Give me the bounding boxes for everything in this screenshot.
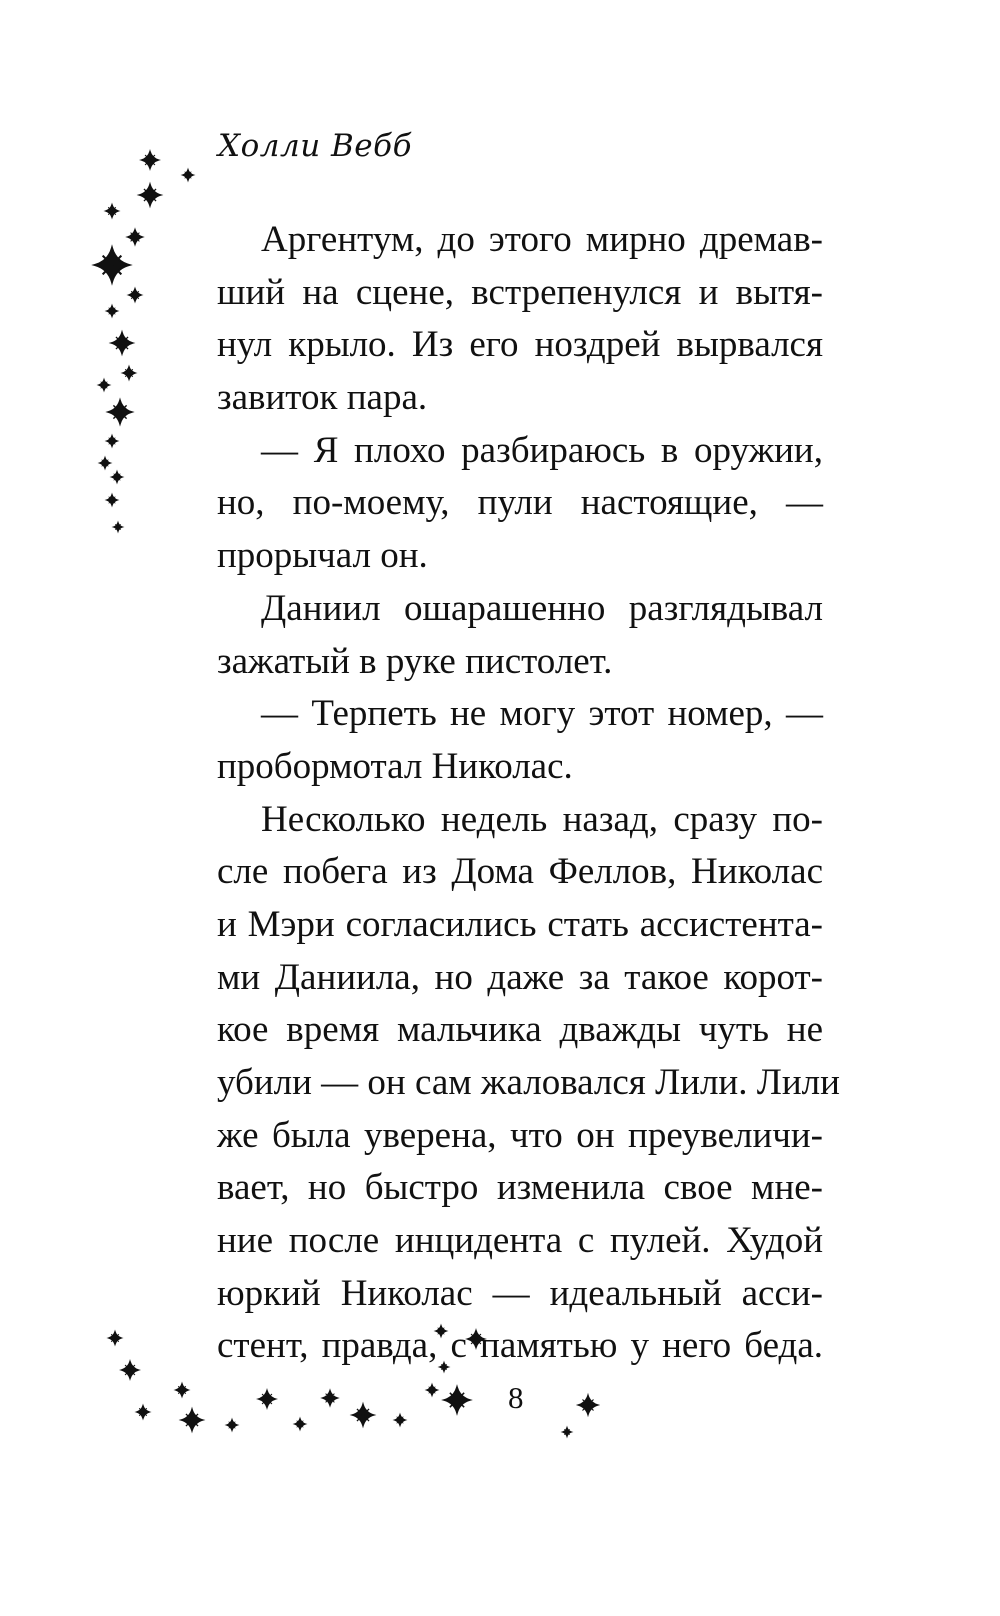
sparkle-icon: [258, 1390, 276, 1408]
sparkle-icon: [226, 1419, 238, 1431]
text-line: ший на сцене, встрепенулся и вытя-: [217, 271, 823, 313]
sparkle-icon: [108, 1331, 122, 1345]
sparkle-icon: [106, 305, 118, 317]
text-line: зажатый в руке пистолет.: [217, 640, 613, 682]
sparkle-icon: [322, 1390, 338, 1406]
text-line: юркий Николас — идеальный асси-: [217, 1272, 823, 1314]
text-line: Даниил ошарашенно разглядывал: [261, 587, 823, 629]
sparkle-icon: [136, 1405, 150, 1419]
sparkle-icon: [106, 494, 118, 506]
text-line: — Я плохо разбираюсь в оружии,: [261, 429, 823, 471]
sparkle-icon: [99, 457, 111, 469]
sparkle-icon: [426, 1384, 438, 1396]
sparkle-icon: [106, 435, 118, 447]
sparkle-icon: [139, 184, 161, 206]
sparkle-icon: [128, 288, 142, 302]
sparkle-icon: [578, 1395, 598, 1415]
sparkle-icon: [181, 1409, 203, 1431]
text-line: кое время мальчика дважды чуть не: [217, 1009, 823, 1051]
text-line: же была уверена, что он преувеличи-: [217, 1114, 823, 1156]
sparkle-icon: [294, 1418, 306, 1430]
text-line: стент, правда, с памятью у него беда.: [217, 1325, 823, 1367]
text-line: сле побега из Дома Феллов, Николас: [217, 851, 823, 893]
text-line: нул крыло. Из его ноздрей вырвался: [217, 324, 823, 366]
sparkle-icon: [108, 400, 132, 424]
text-line: вает, но быстро изменила свое мне-: [217, 1167, 823, 1209]
sparkle-icon: [127, 229, 143, 245]
sparkle-icon: [95, 248, 129, 282]
page-number: 8: [508, 1380, 524, 1415]
text-line: ми Даниила, но даже за такое корот-: [217, 956, 823, 998]
sparkle-icon: [122, 366, 136, 380]
text-line: прорычал он.: [217, 535, 428, 577]
text-line: — Терпеть не могу этот номер, —: [261, 693, 823, 735]
sparkle-icon: [394, 1414, 406, 1426]
text-line: но, по-моему, пули настоящие, —: [217, 482, 823, 524]
text-line: пробормотал Николас.: [217, 745, 573, 787]
sparkle-icon: [562, 1427, 572, 1437]
text-line: ние после инцидента с пулей. Худой: [217, 1220, 823, 1262]
sparkle-icon: [113, 522, 123, 532]
sparkle-icon: [121, 1361, 139, 1379]
sparkle-icon: [111, 332, 133, 354]
sparkle-icon: [141, 151, 159, 169]
sparkle-icon: [175, 1383, 189, 1397]
text-line: завиток пара.: [217, 377, 428, 419]
sparkle-icon: [105, 204, 119, 218]
text-line: и Мэри согласились стать ассистента-: [217, 903, 823, 945]
sparkle-icon: [182, 169, 194, 181]
sparkle-icon: [352, 1404, 374, 1426]
text-line: убили — он сам жаловался Лили. Лили: [217, 1062, 840, 1103]
sparkle-icon: [111, 471, 123, 483]
sparkle-icon: [444, 1387, 470, 1413]
text-line: Несколько недель назад, сразу по-: [261, 798, 823, 840]
running-head-author: Холли Вебб: [218, 128, 412, 164]
sparkle-icon: [98, 379, 110, 391]
text-line: Аргентум, до этого мирно дремав-: [261, 219, 823, 260]
body-text: [217, 214, 840, 1373]
